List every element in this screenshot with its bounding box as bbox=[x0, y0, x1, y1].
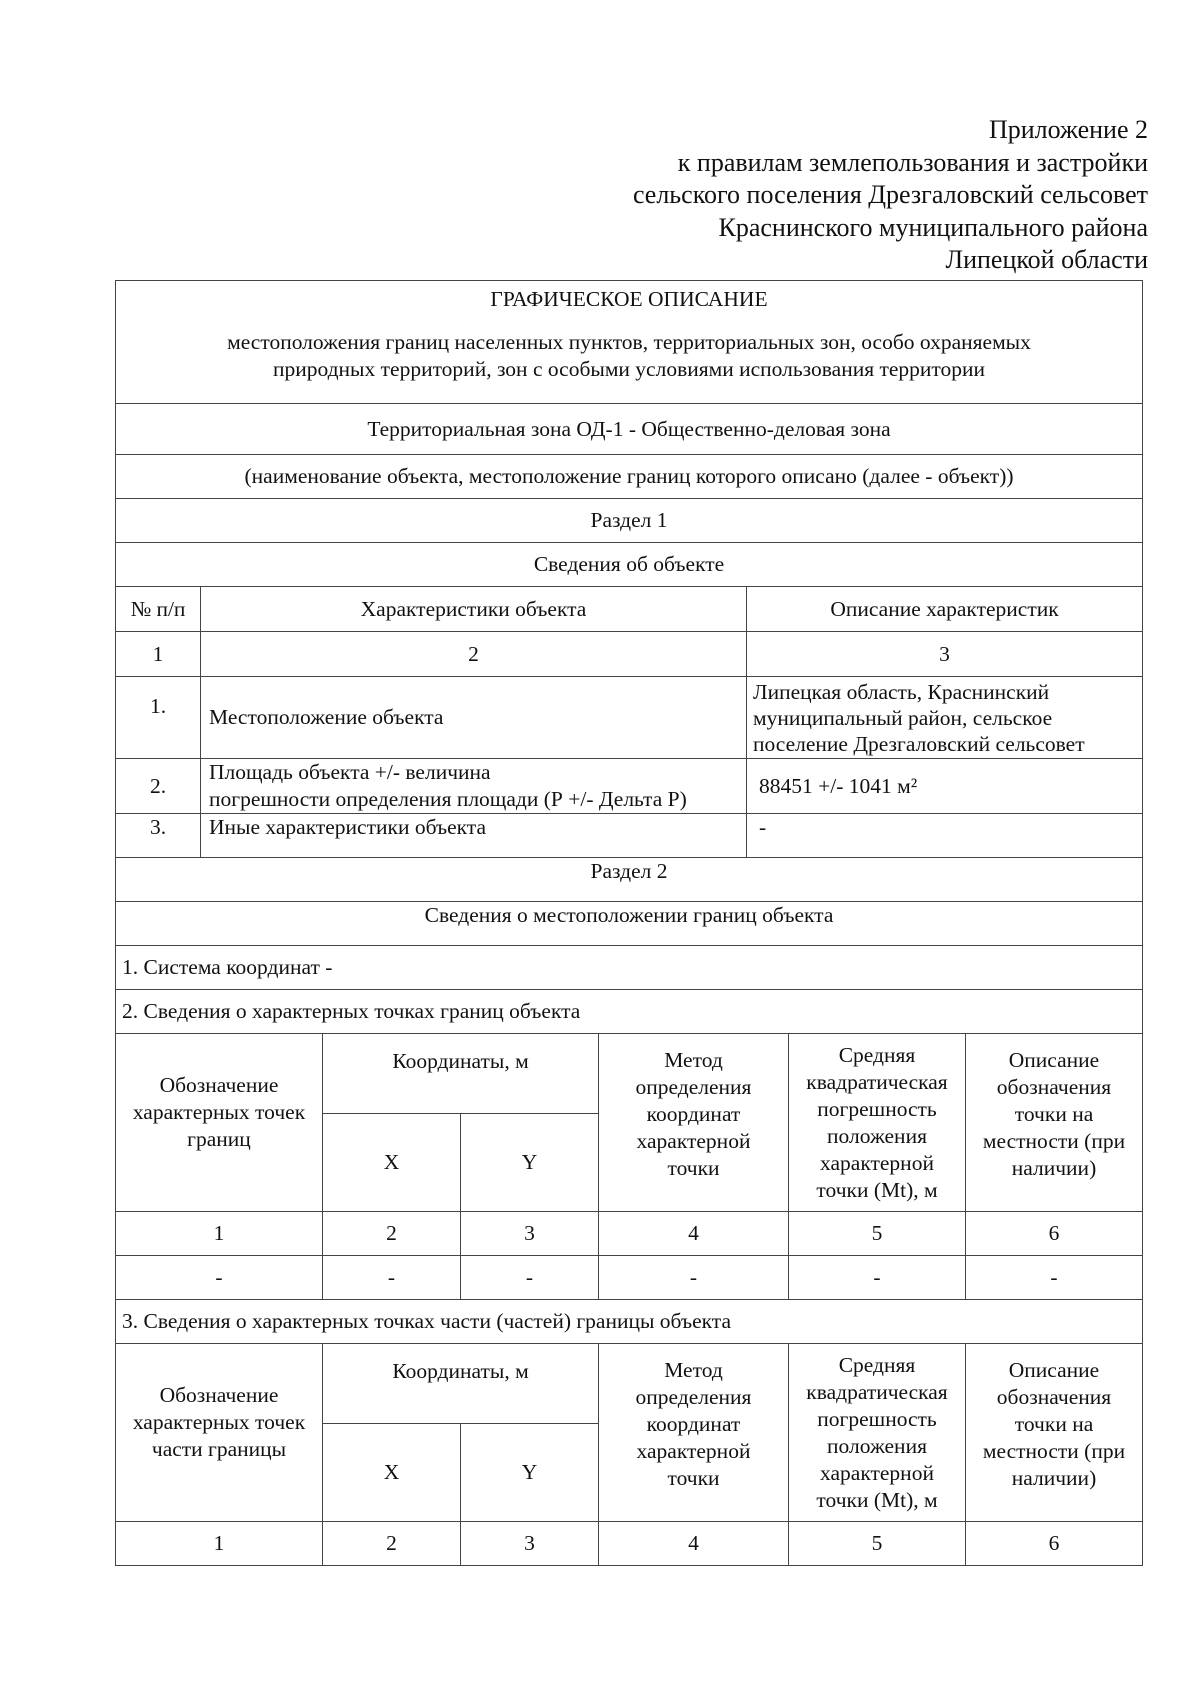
table-row bbox=[116, 814, 1143, 858]
table-row bbox=[116, 1256, 1143, 1300]
cell-line: Средняя bbox=[838, 1352, 916, 1377]
header-num: № п/п bbox=[116, 587, 201, 632]
col-y: Y bbox=[461, 1424, 599, 1522]
section-1-title: Раздел 1 bbox=[116, 499, 1143, 543]
header-characteristics: Характеристики объекта bbox=[201, 587, 747, 632]
row-name: Местоположение объекта bbox=[201, 677, 747, 759]
cell-value: - bbox=[116, 1256, 323, 1300]
cell-line: точки (Mt), м bbox=[816, 1177, 938, 1202]
col-point-name bbox=[116, 1344, 323, 1522]
col-number: 6 bbox=[966, 1212, 1143, 1256]
cell-line: характерных точек bbox=[132, 1100, 306, 1124]
cell-line: Обозначение bbox=[159, 1073, 279, 1097]
cell-line: обозначения bbox=[996, 1075, 1112, 1099]
row-name: Иные характеристики объекта bbox=[201, 814, 747, 858]
coord-system: 1. Система координат - bbox=[116, 946, 1143, 990]
cell-line: координат bbox=[646, 1412, 741, 1436]
title-cell bbox=[116, 281, 1143, 404]
row-value: - bbox=[747, 814, 1143, 858]
parts-title: 3. Сведения о характерных точках части (частей) границы объекта bbox=[116, 1300, 1143, 1344]
table-row bbox=[116, 677, 1143, 759]
doc-title: ГРАФИЧЕСКОЕ ОПИСАНИЕ bbox=[490, 287, 768, 311]
row-num: 3. bbox=[116, 814, 201, 858]
doc-subtitle-line: местоположения границ населенных пунктов, территориальных зон, особо охраняемых bbox=[227, 330, 1031, 354]
header-description: Описание характеристик bbox=[747, 587, 1143, 632]
col-point-name bbox=[116, 1034, 323, 1212]
cell-line: характерных точек bbox=[132, 1410, 306, 1434]
object-caption: (наименование объекта, местоположение границ которого описано (далее - объект)) bbox=[116, 455, 1143, 499]
cell-value: - bbox=[966, 1256, 1143, 1300]
col-number: 4 bbox=[599, 1212, 789, 1256]
col-number: 2 bbox=[201, 632, 747, 677]
col-number: 1 bbox=[116, 1212, 323, 1256]
col-y: Y bbox=[461, 1114, 599, 1212]
cell-line: Описание bbox=[1008, 1358, 1100, 1382]
col-number: 6 bbox=[966, 1522, 1143, 1566]
col-number: 4 bbox=[599, 1522, 789, 1566]
cell-line: характерной bbox=[820, 1460, 934, 1485]
cell-line: Метод bbox=[664, 1048, 723, 1072]
cell-line: Средняя bbox=[838, 1042, 916, 1067]
cell-line: точки bbox=[667, 1466, 720, 1490]
row-name-line: погрешности определения площади (Р +/- Дельта Р) bbox=[209, 787, 687, 811]
cell-line: местности (при bbox=[982, 1129, 1126, 1153]
cell-value: - bbox=[599, 1256, 789, 1300]
row-value-line: Липецкая область, Краснинский bbox=[753, 679, 1050, 704]
cell-line: Метод bbox=[664, 1358, 723, 1382]
cell-line: координат bbox=[646, 1102, 741, 1126]
col-number: 1 bbox=[116, 632, 201, 677]
cell-line: наличии) bbox=[1011, 1156, 1097, 1180]
header-line: Приложение 2 bbox=[988, 115, 1148, 144]
section-1-block bbox=[115, 280, 1142, 1566]
col-coords: Координаты, м bbox=[323, 1344, 599, 1424]
col-number: 1 bbox=[116, 1522, 323, 1566]
cell-line: точки (Mt), м bbox=[816, 1487, 938, 1512]
cell-line: точки на bbox=[1014, 1412, 1094, 1436]
object-name: Территориальная зона ОД-1 - Общественно-деловая зона bbox=[116, 404, 1143, 455]
cell-line: местности (при bbox=[982, 1439, 1126, 1463]
col-number: 3 bbox=[461, 1212, 599, 1256]
cell-value: - bbox=[789, 1256, 966, 1300]
col-x: X bbox=[323, 1424, 461, 1522]
points-table bbox=[115, 1033, 1143, 1344]
section-1-subtitle: Сведения об объекте bbox=[116, 543, 1143, 587]
cell-value: - bbox=[323, 1256, 461, 1300]
row-value-line: муниципальный район, сельское bbox=[753, 705, 1053, 730]
cell-line: характерной bbox=[636, 1129, 751, 1153]
cell-line: точки на bbox=[1014, 1102, 1094, 1126]
cell-line: Обозначение bbox=[159, 1383, 279, 1407]
section-1-table bbox=[115, 280, 1143, 1034]
row-name bbox=[201, 759, 747, 814]
points-title: 2. Сведения о характерных точках границ объекта bbox=[116, 990, 1143, 1034]
cell-line: квадратическая bbox=[806, 1069, 948, 1094]
cell-line: определения bbox=[635, 1075, 752, 1099]
cell-line: характерной bbox=[820, 1150, 934, 1175]
row-value bbox=[747, 677, 1143, 759]
cell-line: обозначения bbox=[996, 1385, 1112, 1409]
doc-subtitle-line: природных территорий, зон с особыми условиями использования территории bbox=[272, 357, 986, 381]
header-line: к правилам землепользования и застройки bbox=[677, 147, 1148, 177]
cell-value: - bbox=[461, 1256, 599, 1300]
table-row bbox=[116, 759, 1143, 814]
row-name-line: Площадь объекта +/- величина bbox=[209, 760, 491, 784]
row-value: 88451 +/- 1041 м² bbox=[747, 759, 1143, 814]
col-error bbox=[789, 1034, 966, 1212]
col-error bbox=[789, 1344, 966, 1522]
section-2-title: Раздел 2 bbox=[116, 858, 1143, 902]
cell-line: положения bbox=[827, 1123, 927, 1148]
cell-line: погрешность bbox=[817, 1406, 937, 1431]
cell-line: части границы bbox=[151, 1437, 287, 1461]
header-line: Краснинского муниципального района bbox=[718, 212, 1148, 242]
col-number: 3 bbox=[461, 1522, 599, 1566]
section-2-subtitle: Сведения о местоположении границ объекта bbox=[116, 902, 1143, 946]
parts-table bbox=[115, 1343, 1143, 1566]
col-desc bbox=[966, 1034, 1143, 1212]
col-x: X bbox=[323, 1114, 461, 1212]
col-number: 5 bbox=[789, 1522, 966, 1566]
row-num: 2. bbox=[116, 759, 201, 814]
cell-line: границ bbox=[187, 1127, 251, 1151]
header-line: Липецкой области bbox=[945, 245, 1148, 274]
col-desc bbox=[966, 1344, 1143, 1522]
header-line: сельского поселения Дрезгаловский сельсовет bbox=[632, 180, 1148, 209]
cell-line: погрешность bbox=[817, 1096, 937, 1121]
col-number: 3 bbox=[747, 632, 1143, 677]
col-method bbox=[599, 1034, 789, 1212]
cell-line: Описание bbox=[1008, 1048, 1100, 1072]
col-number: 2 bbox=[323, 1212, 461, 1256]
cell-line: определения bbox=[635, 1385, 752, 1409]
cell-line: наличии) bbox=[1011, 1466, 1097, 1490]
col-coords: Координаты, м bbox=[323, 1034, 599, 1114]
cell-line: квадратическая bbox=[806, 1379, 948, 1404]
col-number: 5 bbox=[789, 1212, 966, 1256]
appendix-header bbox=[633, 114, 1148, 277]
row-value-line: поселение Дрезгаловский сельсовет bbox=[753, 731, 1085, 756]
cell-line: положения bbox=[827, 1433, 927, 1458]
row-num: 1. bbox=[116, 677, 201, 759]
cell-line: характерной bbox=[636, 1439, 751, 1463]
col-method bbox=[599, 1344, 789, 1522]
cell-line: точки bbox=[667, 1156, 720, 1180]
col-number: 2 bbox=[323, 1522, 461, 1566]
